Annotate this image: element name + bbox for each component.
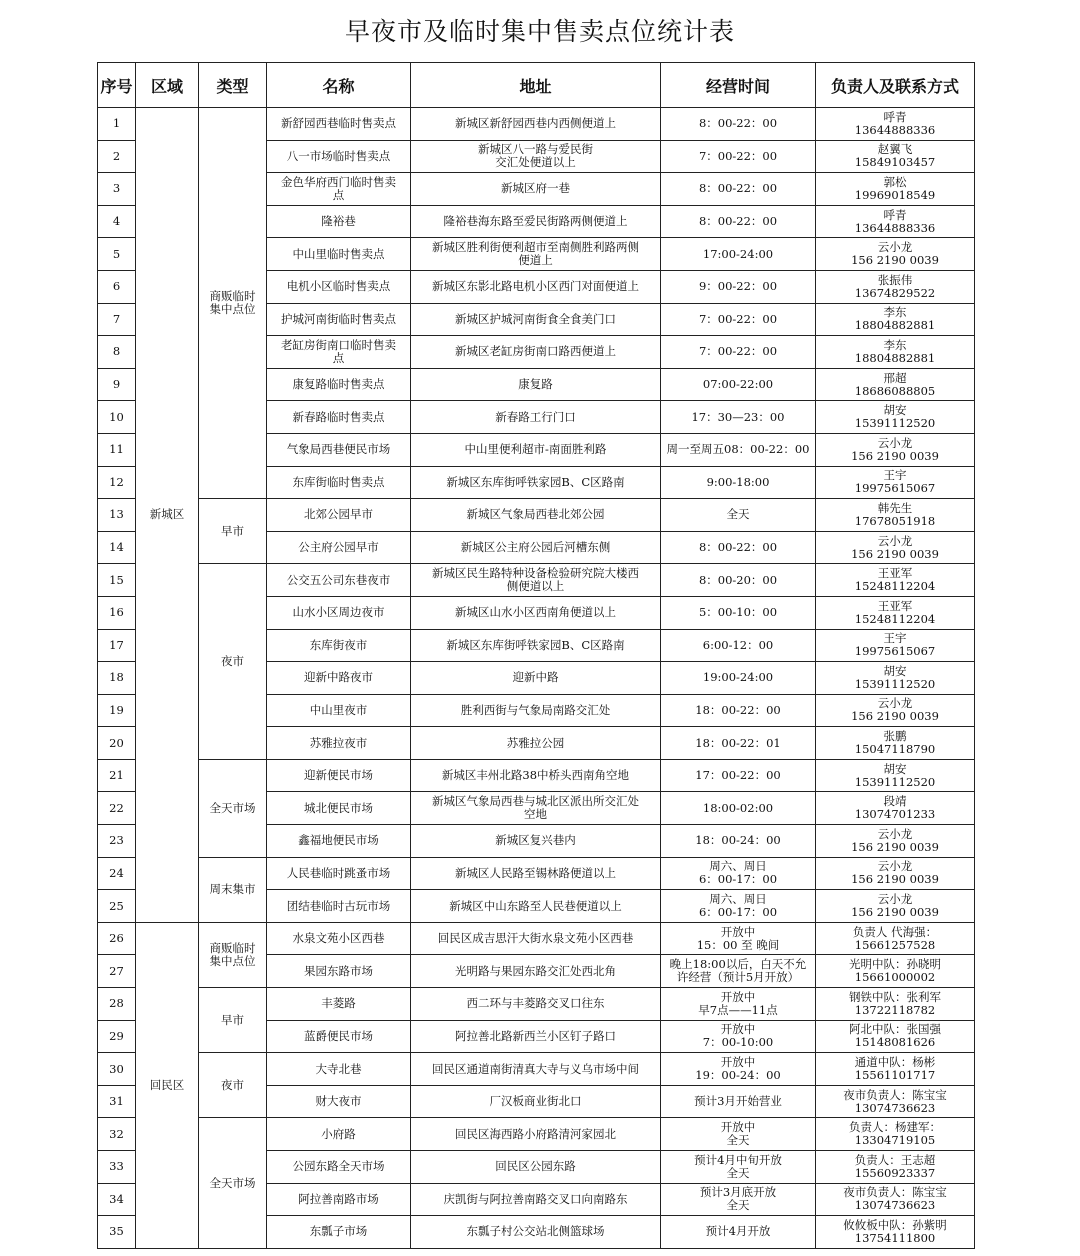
point-address: 新城区八一路与爱民街 交汇处便道以上 — [411, 140, 661, 173]
point-name: 迎新中路夜市 — [267, 662, 411, 695]
business-hours: 19:00-24:00 — [661, 662, 816, 695]
point-address: 苏雅拉公园 — [411, 727, 661, 760]
business-hours: 18：00-22：01 — [661, 727, 816, 760]
point-address: 新城区中山东路至人民巷便道以上 — [411, 890, 661, 923]
point-name: 蓝爵便民市场 — [267, 1020, 411, 1053]
point-name: 丰菱路 — [267, 988, 411, 1021]
point-address: 隆裕巷海东路至爱民街路两侧便道上 — [411, 205, 661, 238]
contact-info: 李东 18804882881 — [816, 336, 975, 369]
business-hours: 8：00-22：00 — [661, 108, 816, 141]
row-number: 21 — [98, 759, 136, 792]
point-address: 阿拉善北路新西兰小区钉子路口 — [411, 1020, 661, 1053]
business-hours: 17：30—23：00 — [661, 401, 816, 434]
row-number: 24 — [98, 857, 136, 890]
row-number: 23 — [98, 825, 136, 858]
row-number: 16 — [98, 596, 136, 629]
contact-info: 赵翼飞 15849103457 — [816, 140, 975, 173]
business-hours: 预计3月开始营业 — [661, 1085, 816, 1118]
business-hours: 07:00-22:00 — [661, 368, 816, 401]
header-name: 名称 — [267, 63, 411, 108]
business-hours: 8：00-22：00 — [661, 173, 816, 206]
contact-info: 云小龙 156 2190 0039 — [816, 890, 975, 923]
contact-info: 负责人 代海强： 15661257528 — [816, 922, 975, 955]
row-number: 15 — [98, 564, 136, 597]
point-name: 八一市场临时售卖点 — [267, 140, 411, 173]
point-name: 东瓢子市场 — [267, 1216, 411, 1249]
point-name: 团结巷临时古玩市场 — [267, 890, 411, 923]
point-address: 新城区东库街呼铁家园B、C区路南 — [411, 629, 661, 662]
point-address: 新城区东影北路电机小区西门对面便道上 — [411, 270, 661, 303]
point-address: 新城区府一巷 — [411, 173, 661, 206]
table-body — [98, 108, 975, 1249]
statistics-table — [97, 62, 975, 1249]
contact-info: 呼青 13644888336 — [816, 108, 975, 141]
point-address: 新城区民生路特种设备检验研究院大楼西 侧便道以上 — [411, 564, 661, 597]
point-address: 西二环与丰菱路交叉口往东 — [411, 988, 661, 1021]
contact-info: 王宇 19975615067 — [816, 466, 975, 499]
row-number: 12 — [98, 466, 136, 499]
point-name: 小府路 — [267, 1118, 411, 1151]
business-hours: 9:00-18:00 — [661, 466, 816, 499]
point-address: 新城区老缸房街南口路西便道上 — [411, 336, 661, 369]
point-address: 回民区公园东路 — [411, 1151, 661, 1184]
point-name: 东库街临时售卖点 — [267, 466, 411, 499]
business-hours: 周六、周日 6：00-17：00 — [661, 857, 816, 890]
table-row — [98, 857, 975, 890]
row-number: 33 — [98, 1151, 136, 1184]
type-cell: 夜市 — [199, 1053, 267, 1118]
point-address: 新城区东库街呼铁家园B、C区路南 — [411, 466, 661, 499]
business-hours: 17:00-24:00 — [661, 238, 816, 271]
row-number: 6 — [98, 270, 136, 303]
point-name: 金色华府西门临时售卖 点 — [267, 173, 411, 206]
row-number: 11 — [98, 433, 136, 466]
point-address: 光明路与果园东路交汇处西北角 — [411, 955, 661, 988]
point-name: 山水小区周边夜市 — [267, 596, 411, 629]
point-name: 康复路临时售卖点 — [267, 368, 411, 401]
point-address: 厂汉板商业街北口 — [411, 1085, 661, 1118]
row-number: 8 — [98, 336, 136, 369]
row-number: 4 — [98, 205, 136, 238]
point-name: 城北便民市场 — [267, 792, 411, 825]
business-hours: 5：00-10：00 — [661, 596, 816, 629]
header-no: 序号 — [98, 63, 136, 108]
point-address: 新城区气象局西巷北郊公园 — [411, 499, 661, 532]
row-number: 28 — [98, 988, 136, 1021]
row-number: 2 — [98, 140, 136, 173]
point-name: 大寺北巷 — [267, 1053, 411, 1086]
point-name: 中山里临时售卖点 — [267, 238, 411, 271]
row-number: 25 — [98, 890, 136, 923]
contact-info: 韩先生 17678051918 — [816, 499, 975, 532]
point-name: 老缸房街南口临时售卖 点 — [267, 336, 411, 369]
point-name: 电机小区临时售卖点 — [267, 270, 411, 303]
row-number: 14 — [98, 531, 136, 564]
point-name: 迎新便民市场 — [267, 759, 411, 792]
contact-info: 钢铁中队：张利军 13722118782 — [816, 988, 975, 1021]
point-name: 中山里夜市 — [267, 694, 411, 727]
contact-info: 王宇 19975615067 — [816, 629, 975, 662]
point-address: 新城区山水小区西南角便道以上 — [411, 596, 661, 629]
business-hours: 开放中 早7点——11点 — [661, 988, 816, 1021]
point-address: 迎新中路 — [411, 662, 661, 695]
type-cell: 商贩临时 集中点位 — [199, 922, 267, 987]
contact-info: 王亚军 15248112204 — [816, 564, 975, 597]
business-hours: 8：00-20：00 — [661, 564, 816, 597]
row-number: 9 — [98, 368, 136, 401]
point-name: 鑫福地便民市场 — [267, 825, 411, 858]
point-name: 气象局西巷便民市场 — [267, 433, 411, 466]
row-number: 34 — [98, 1183, 136, 1216]
point-address: 新城区公主府公园后河槽东侧 — [411, 531, 661, 564]
contact-info: 光明中队：孙晓明 15661000002 — [816, 955, 975, 988]
contact-info: 云小龙 156 2190 0039 — [816, 857, 975, 890]
contact-info: 胡安 15391112520 — [816, 401, 975, 434]
business-hours: 6:00-12：00 — [661, 629, 816, 662]
point-name: 财大夜市 — [267, 1085, 411, 1118]
header-row — [98, 63, 975, 108]
point-name: 苏雅拉夜市 — [267, 727, 411, 760]
contact-info: 王亚军 15248112204 — [816, 596, 975, 629]
business-hours: 开放中 7：00-10:00 — [661, 1020, 816, 1053]
business-hours: 8：00-22：00 — [661, 205, 816, 238]
business-hours: 18：00-22：00 — [661, 694, 816, 727]
point-address: 康复路 — [411, 368, 661, 401]
row-number: 10 — [98, 401, 136, 434]
table-row — [98, 499, 975, 532]
point-address: 中山里便利超市-南面胜利路 — [411, 433, 661, 466]
business-hours: 开放中 19：00-24：00 — [661, 1053, 816, 1086]
point-name: 人民巷临时跳蚤市场 — [267, 857, 411, 890]
row-number: 3 — [98, 173, 136, 206]
contact-info: 攸攸板中队：孙紫明 13754111800 — [816, 1216, 975, 1249]
table-row — [98, 922, 975, 955]
type-cell: 早市 — [199, 988, 267, 1053]
type-cell: 夜市 — [199, 564, 267, 760]
row-number: 29 — [98, 1020, 136, 1053]
row-number: 32 — [98, 1118, 136, 1151]
region-cell: 新城区 — [136, 108, 199, 923]
header-hours: 经营时间 — [661, 63, 816, 108]
contact-info: 张鹏 15047118790 — [816, 727, 975, 760]
table-row — [98, 564, 975, 597]
type-cell: 周末集市 — [199, 857, 267, 922]
row-number: 20 — [98, 727, 136, 760]
point-address: 新城区护城河南街食全食美门口 — [411, 303, 661, 336]
contact-info: 段靖 13074701233 — [816, 792, 975, 825]
point-address: 回民区海西路小府路清河家园北 — [411, 1118, 661, 1151]
business-hours: 预计4月中旬开放 全天 — [661, 1151, 816, 1184]
row-number: 17 — [98, 629, 136, 662]
point-address: 回民区成吉思汗大街水泉文苑小区西巷 — [411, 922, 661, 955]
point-name: 新舒园西巷临时售卖点 — [267, 108, 411, 141]
point-address: 庆凯街与阿拉善南路交叉口向南路东 — [411, 1183, 661, 1216]
type-cell: 全天市场 — [199, 759, 267, 857]
point-name: 果园东路市场 — [267, 955, 411, 988]
contact-info: 负责人：王志超 15560923337 — [816, 1151, 975, 1184]
table-row — [98, 988, 975, 1021]
point-name: 阿拉善南路市场 — [267, 1183, 411, 1216]
contact-info: 云小龙 156 2190 0039 — [816, 238, 975, 271]
business-hours: 8：00-22：00 — [661, 531, 816, 564]
table-row — [98, 1053, 975, 1086]
row-number: 22 — [98, 792, 136, 825]
row-number: 35 — [98, 1216, 136, 1249]
contact-info: 夜市负责人：陈宝宝 13074736623 — [816, 1085, 975, 1118]
business-hours: 7：00-22：00 — [661, 140, 816, 173]
contact-info: 呼青 13644888336 — [816, 205, 975, 238]
header-contact: 负责人及联系方式 — [816, 63, 975, 108]
row-number: 19 — [98, 694, 136, 727]
header-type: 类型 — [199, 63, 267, 108]
row-number: 26 — [98, 922, 136, 955]
point-address: 新城区丰州北路38中桥头西南角空地 — [411, 759, 661, 792]
business-hours: 开放中 全天 — [661, 1118, 816, 1151]
contact-info: 云小龙 156 2190 0039 — [816, 825, 975, 858]
contact-info: 邢超 18686088805 — [816, 368, 975, 401]
row-number: 31 — [98, 1085, 136, 1118]
contact-info: 胡安 15391112520 — [816, 759, 975, 792]
point-address: 新春路工行门口 — [411, 401, 661, 434]
table-row — [98, 759, 975, 792]
table-row — [98, 1118, 975, 1151]
point-name: 水泉文苑小区西巷 — [267, 922, 411, 955]
contact-info: 张振伟 13674829522 — [816, 270, 975, 303]
point-name: 公园东路全天市场 — [267, 1151, 411, 1184]
region-cell: 回民区 — [136, 922, 199, 1248]
point-name: 新春路临时售卖点 — [267, 401, 411, 434]
table-title: 早夜市及临时集中售卖点位统计表 — [344, 17, 735, 46]
contact-info: 云小龙 156 2190 0039 — [816, 694, 975, 727]
point-address: 新城区气象局西巷与城北区派出所交汇处 空地 — [411, 792, 661, 825]
point-address: 回民区通道南街清真大寺与义乌市场中间 — [411, 1053, 661, 1086]
point-name: 公主府公园早市 — [267, 531, 411, 564]
business-hours: 晚上18:00以后，白天不允 许经营（预计5月开放） — [661, 955, 816, 988]
type-cell: 全天市场 — [199, 1118, 267, 1248]
point-address: 新城区胜利街便利超市至南侧胜利路两侧 便道上 — [411, 238, 661, 271]
point-address: 胜利西街与气象局南路交汇处 — [411, 694, 661, 727]
row-number: 1 — [98, 108, 136, 141]
row-number: 30 — [98, 1053, 136, 1086]
business-hours: 预计4月开放 — [661, 1216, 816, 1249]
business-hours: 7：00-22：00 — [661, 303, 816, 336]
point-name: 隆裕巷 — [267, 205, 411, 238]
business-hours: 周六、周日 6：00-17：00 — [661, 890, 816, 923]
business-hours: 18：00-24：00 — [661, 825, 816, 858]
point-address: 东瓢子村公交站北侧篮球场 — [411, 1216, 661, 1249]
point-name: 北郊公园早市 — [267, 499, 411, 532]
header-region: 区域 — [136, 63, 199, 108]
row-number: 13 — [98, 499, 136, 532]
table-row — [98, 108, 975, 141]
business-hours: 全天 — [661, 499, 816, 532]
point-address: 新城区人民路至锡林路便道以上 — [411, 857, 661, 890]
contact-info: 通道中队：杨彬 15561101717 — [816, 1053, 975, 1086]
business-hours: 9：00-22：00 — [661, 270, 816, 303]
row-number: 18 — [98, 662, 136, 695]
contact-info: 云小龙 156 2190 0039 — [816, 433, 975, 466]
business-hours: 17：00-22：00 — [661, 759, 816, 792]
point-address: 新城区复兴巷内 — [411, 825, 661, 858]
business-hours: 预计3月底开放 全天 — [661, 1183, 816, 1216]
row-number: 7 — [98, 303, 136, 336]
business-hours: 周一至周五08：00-22：00 — [661, 433, 816, 466]
header-address: 地址 — [411, 63, 661, 108]
contact-info: 夜市负责人：陈宝宝 13074736623 — [816, 1183, 975, 1216]
contact-info: 负责人：杨建军： 13304719105 — [816, 1118, 975, 1151]
type-cell: 商贩临时 集中点位 — [199, 108, 267, 499]
contact-info: 郭松 19969018549 — [816, 173, 975, 206]
business-hours: 开放中 15：00 至 晚间 — [661, 922, 816, 955]
point-name: 护城河南街临时售卖点 — [267, 303, 411, 336]
contact-info: 阿北中队：张国强 15148081626 — [816, 1020, 975, 1053]
business-hours: 7：00-22：00 — [661, 336, 816, 369]
row-number: 27 — [98, 955, 136, 988]
contact-info: 云小龙 156 2190 0039 — [816, 531, 975, 564]
point-name: 东库街夜市 — [267, 629, 411, 662]
business-hours: 18:00-02:00 — [661, 792, 816, 825]
row-number: 5 — [98, 238, 136, 271]
point-name: 公交五公司东巷夜市 — [267, 564, 411, 597]
contact-info: 胡安 15391112520 — [816, 662, 975, 695]
type-cell: 早市 — [199, 499, 267, 564]
contact-info: 李东 18804882881 — [816, 303, 975, 336]
point-address: 新城区新舒园西巷内西侧便道上 — [411, 108, 661, 141]
